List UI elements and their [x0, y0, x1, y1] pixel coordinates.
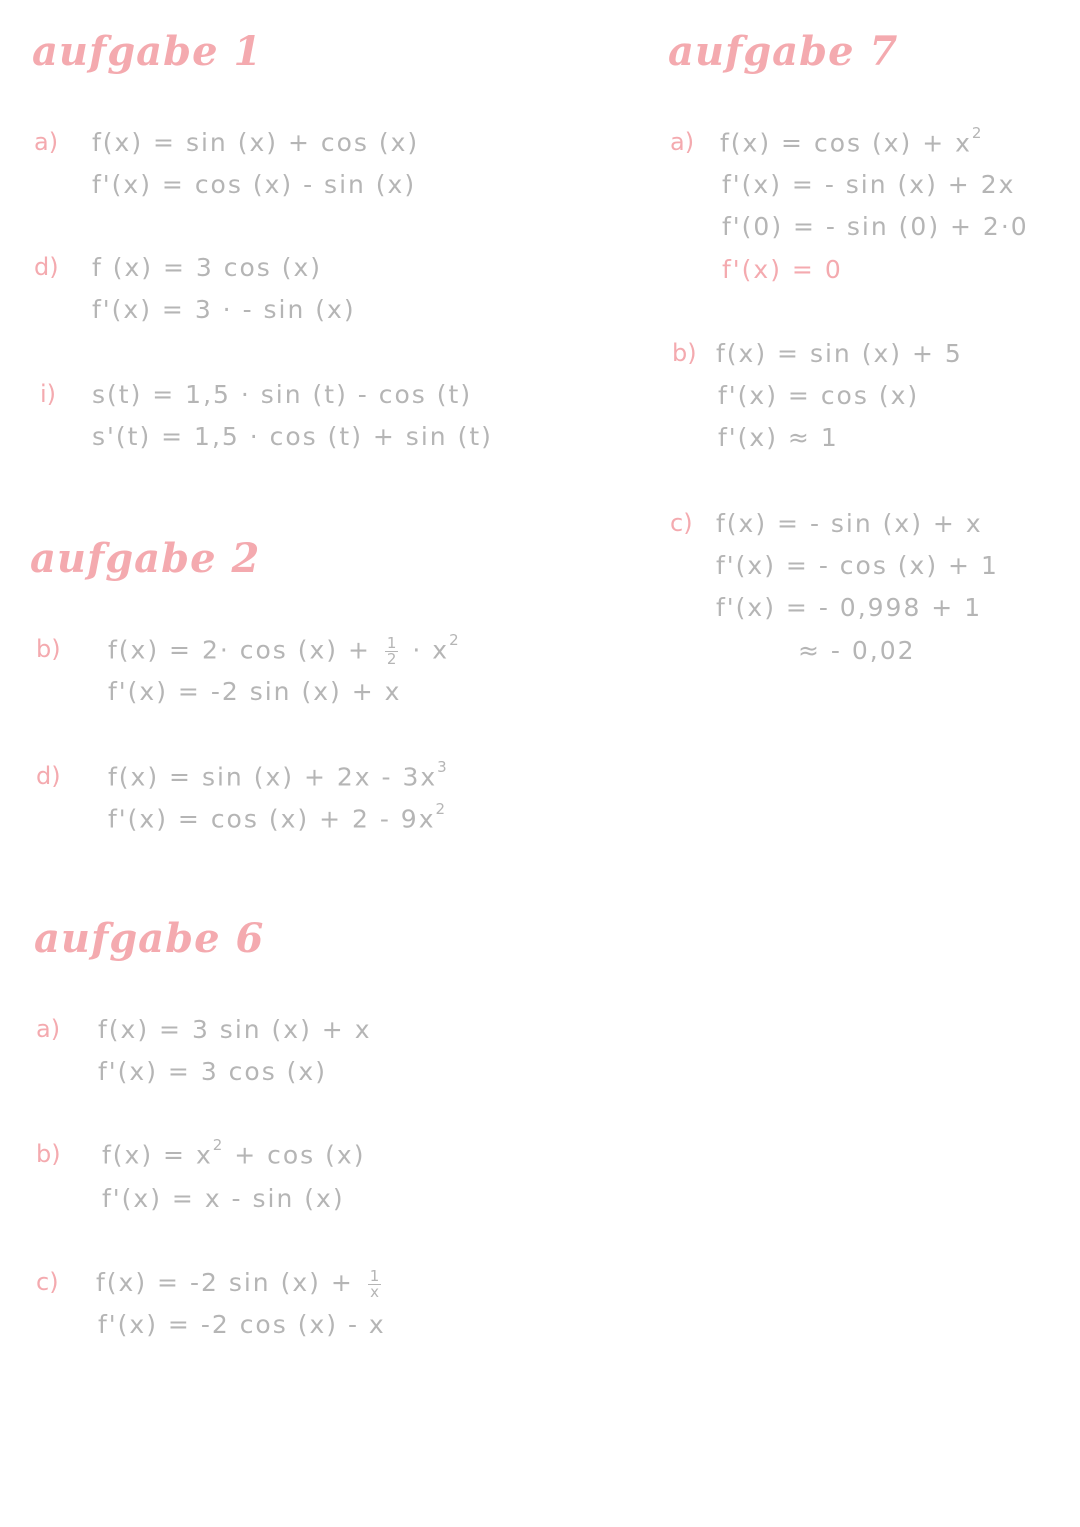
formula-line: f'(x) = 3 · - sin (x)	[92, 295, 356, 324]
formula-part: f(x) = x	[102, 1140, 213, 1170]
formula-part: f(x) = 2· cos (x) +	[108, 635, 371, 665]
heading-aufgabe-1: aufgabe 1	[32, 28, 263, 75]
task-label: b)	[36, 1140, 61, 1168]
exponent: 2	[435, 800, 448, 818]
task-label: a)	[36, 1015, 61, 1043]
task-2d	[36, 758, 576, 852]
formula-line: f(x) = - sin (x) + x	[716, 509, 983, 538]
section-aufgabe-1	[32, 28, 592, 468]
formula-line	[108, 758, 449, 792]
task-label: i)	[40, 380, 57, 408]
denominator: x	[370, 1282, 379, 1301]
task-2b	[36, 631, 576, 725]
formula-part: f(x) = sin (x) + 2x - 3x	[108, 762, 438, 792]
formula-line: f'(x) ≈ 1	[718, 423, 839, 452]
heading-aufgabe-6: aufgabe 6	[34, 915, 265, 962]
task-label: a)	[34, 128, 59, 156]
formula-line: f(x) = 3 sin (x) + x	[98, 1015, 372, 1044]
heading-aufgabe-7: aufgabe 7	[668, 28, 899, 75]
task-6c	[36, 1268, 576, 1358]
formula-line: f'(x) = - sin (x) + 2x	[722, 170, 1016, 199]
task-label: c)	[36, 1268, 59, 1296]
formula-part: f'(x) = cos (x) + 2 - 9x	[108, 804, 436, 834]
section-aufgabe-2	[30, 535, 590, 845]
formula-line: f'(x) = - 0,998 + 1	[716, 593, 983, 622]
formula-line: f'(x) = 3 cos (x)	[98, 1057, 327, 1086]
section-aufgabe-7	[668, 28, 1068, 688]
formula-line: f(x) = sin (x) + 5	[716, 339, 963, 368]
formula-line	[108, 800, 448, 834]
heading-aufgabe-2: aufgabe 2	[30, 535, 261, 582]
task-7a	[670, 124, 1066, 298]
task-1a	[34, 128, 574, 218]
task-1i	[40, 380, 580, 470]
formula-line: f'(x) = cos (x)	[718, 381, 920, 410]
task-label: c)	[670, 509, 693, 537]
formula-line: s(t) = 1,5 · sin (t) - cos (t)	[92, 380, 473, 409]
formula-line: f'(x) = -2 sin (x) + x	[108, 677, 402, 706]
task-6a	[36, 1015, 576, 1105]
formula-line: s'(t) = 1,5 · cos (t) + sin (t)	[92, 422, 493, 451]
task-6b	[36, 1136, 576, 1230]
task-label: a)	[670, 128, 695, 156]
formula-part: · x	[412, 635, 450, 665]
exponent: 2	[971, 124, 984, 142]
formula-line: f'(x) = x - sin (x)	[102, 1184, 345, 1213]
formula-line: f'(x) = cos (x) - sin (x)	[92, 170, 417, 199]
section-aufgabe-6	[34, 915, 594, 1355]
formula-line: f'(0) = - sin (0) + 2·0	[722, 212, 1029, 241]
formula-line: f'(x) = -2 cos (x) - x	[98, 1310, 386, 1339]
formula-line	[96, 1268, 385, 1300]
formula-line: f (x) = 3 cos (x)	[92, 253, 323, 282]
task-label: d)	[34, 253, 59, 281]
formula-line: f'(x) = - cos (x) + 1	[716, 551, 999, 580]
formula-line	[102, 1136, 366, 1170]
formula-part: f(x) = cos (x) + x	[720, 128, 972, 158]
task-7b	[672, 339, 1068, 469]
task-label: b)	[36, 635, 61, 663]
task-1d	[34, 253, 574, 343]
task-7c	[670, 509, 1066, 679]
task-label: d)	[36, 762, 61, 790]
formula-line: f(x) = sin (x) + cos (x)	[92, 128, 420, 157]
fraction	[385, 633, 399, 668]
formula-line: ≈ - 0,02	[798, 636, 916, 665]
formula-line	[108, 631, 461, 668]
exponent: 2	[449, 631, 461, 649]
denominator: 2	[386, 649, 397, 668]
exponent: 2	[212, 1136, 225, 1154]
task-label: b)	[672, 339, 697, 367]
numerator: 1	[369, 1266, 380, 1285]
fraction	[368, 1266, 382, 1301]
exponent: 3	[437, 758, 449, 776]
formula-part: f(x) = -2 sin (x) +	[96, 1268, 354, 1297]
result-line: f'(x) = 0	[722, 255, 843, 284]
formula-line	[720, 124, 984, 158]
formula-part: + cos (x)	[234, 1140, 366, 1170]
numerator: 1	[386, 633, 397, 652]
